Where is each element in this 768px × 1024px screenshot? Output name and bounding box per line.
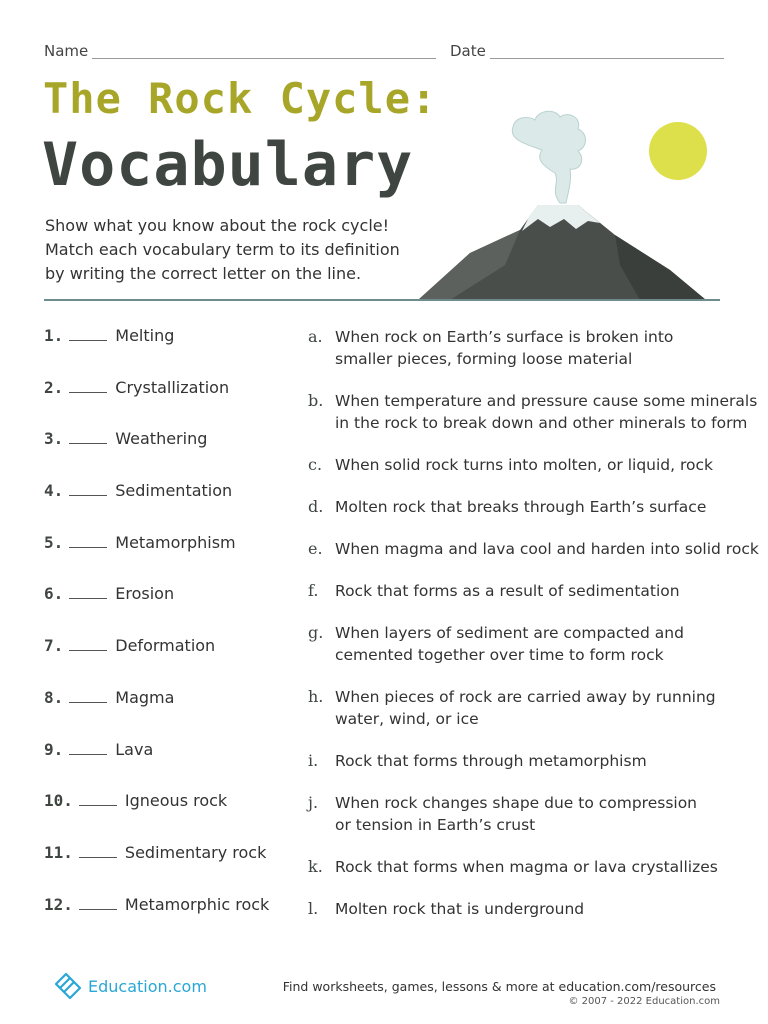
term-label: Metamorphism [115,532,236,552]
definition-line: or tension in Earth’s crust [335,816,536,834]
sun-icon [649,122,707,180]
definition-line: in the rock to break down and other minerals to form [335,414,748,432]
definition-row [308,326,728,390]
definition-row [308,792,728,856]
term-number: 11. [44,842,73,862]
definition-letter: h. [308,687,324,706]
answer-blank[interactable] [69,636,107,651]
definition-line: Rock that forms as a result of sedimentation [335,582,680,600]
definition-letter: g. [308,623,324,642]
definition-row [308,538,759,580]
name-label: Name [44,42,89,60]
definition-row [308,686,728,750]
definition-line: When solid rock turns into molten, or liquid, rock [335,456,714,474]
term-label: Sedimentation [115,481,233,501]
term-row [44,636,304,688]
answer-blank[interactable] [69,584,107,599]
term-label: Erosion [115,584,175,604]
term-label: Magma [115,687,175,707]
answer-blank[interactable] [69,533,107,548]
definition-letter: d. [308,497,324,516]
definition-line: cemented together over time to form rock [335,646,664,664]
definition-letter: e. [308,539,323,558]
answer-blank[interactable] [69,688,107,703]
term-number: 1. [44,326,64,345]
term-number: 10. [44,791,73,811]
definition-letter: f. [308,581,319,600]
definitions-list [308,326,759,940]
definition-line: When magma and lava cool and harden into solid rock [335,540,759,558]
definition-row [308,496,728,538]
definition-row [308,580,728,622]
term-row [44,791,304,843]
term-label: Crystallization [115,377,230,397]
definition-row [308,390,758,454]
term-number: 4. [44,481,64,501]
term-number: 2. [44,377,64,397]
answer-blank[interactable] [79,791,117,806]
intro-text [45,214,415,286]
education-logo-icon [52,970,84,1002]
definition-line: When rock on Earth’s surface is broken into [335,328,674,346]
answer-blank[interactable] [69,326,107,341]
definition-line: Rock that forms when magma or lava crystallizes [335,858,718,876]
name-date-row [44,40,724,62]
definition-letter: a. [308,327,323,346]
brand-name: Education.com [88,976,207,996]
term-label: Sedimentary rock [124,842,267,862]
volcano-illustration [410,105,720,300]
term-number: 5. [44,532,64,552]
answer-blank[interactable] [79,843,117,858]
footer-tagline: Find worksheets, games, lessons & more at education.com/resources [282,979,716,994]
definition-letter: c. [308,455,323,474]
definition-line: When temperature and pressure cause some minerals [335,392,758,410]
definition-line: Molten rock that is underground [335,900,585,918]
answer-blank[interactable] [69,429,107,444]
term-row [44,429,304,481]
intro-line: Match each vocabulary term to its definition [45,240,400,259]
definition-line: Rock that forms through metamorphism [335,752,647,770]
education-logo[interactable] [52,970,207,1002]
term-number: 3. [44,429,64,449]
definition-line: Molten rock that breaks through Earth’s surface [335,498,707,516]
answer-blank[interactable] [69,481,107,496]
definition-letter: j. [308,793,319,812]
definition-letter: i. [308,751,319,770]
definition-line: water, wind, or ice [335,710,479,728]
title-line-1: The Rock Cycle: [43,74,438,123]
date-label: Date [450,42,486,60]
date-field[interactable] [490,58,724,59]
term-row [44,740,304,792]
definition-row [308,622,728,686]
term-row [44,584,304,636]
definition-line: When rock changes shape due to compression [335,794,698,812]
term-label: Metamorphic rock [124,894,270,914]
smoke-cloud [512,111,585,203]
term-row [44,688,304,740]
mountain [418,205,706,300]
intro-line: Show what you know about the rock cycle! [45,216,390,235]
vocabulary-terms-list [44,326,304,946]
definition-letter: k. [308,857,323,876]
title-line-2: Vocabulary [42,130,414,200]
answer-blank[interactable] [69,378,107,393]
term-number: 12. [44,894,73,914]
term-label: Lava [115,739,154,759]
definition-row [308,750,728,792]
answer-blank[interactable] [79,895,117,910]
term-number: 8. [44,687,64,707]
definition-row [308,856,728,898]
term-number: 7. [44,636,64,656]
term-row [44,481,304,533]
term-label: Igneous rock [124,791,228,811]
definition-line: When pieces of rock are carried away by running [335,688,716,706]
intro-line: by writing the correct letter on the line. [45,264,362,283]
term-row [44,378,304,430]
definition-row [308,454,728,496]
section-divider [44,299,720,301]
term-row [44,326,304,378]
term-label: Melting [115,326,175,345]
copyright-text: © 2007 - 2022 Education.com [568,996,720,1007]
term-row [44,895,304,947]
name-field[interactable] [92,58,436,59]
definition-letter: l. [308,899,319,918]
term-label: Weathering [115,429,208,449]
definition-line: When layers of sediment are compacted and [335,624,684,642]
term-row [44,843,304,895]
term-number: 9. [44,739,64,759]
term-row [44,533,304,585]
definition-row [308,898,728,940]
term-number: 6. [44,584,64,604]
definition-letter: b. [308,391,324,410]
definition-line: smaller pieces, forming loose material [335,350,633,368]
answer-blank[interactable] [69,740,107,755]
term-label: Deformation [115,636,216,656]
